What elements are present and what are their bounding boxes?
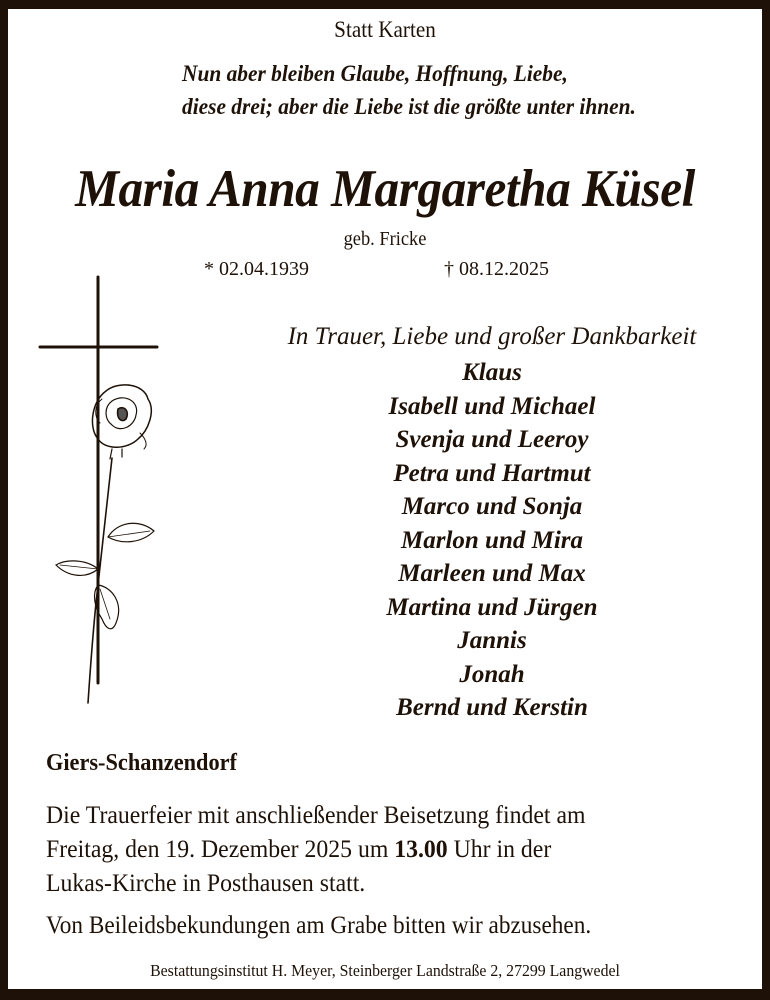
ceremony-date-text: Freitag, den 19. Dezember 2025 um bbox=[46, 836, 395, 863]
ceremony-details bbox=[46, 799, 730, 901]
condolence-note: Von Beileidsbekundungen am Grabe bitten wir abzusehen. bbox=[46, 912, 592, 939]
obituary-card bbox=[8, 9, 762, 989]
deceased-name: Maria Anna Margaretha Küsel bbox=[75, 160, 695, 218]
ceremony-line-3: Lukas-Kirche in Posthausen statt. bbox=[46, 870, 366, 897]
death-date: † 08.12.2025 bbox=[444, 258, 549, 280]
mourner-name: Marco und Sonja bbox=[401, 493, 583, 520]
mourner-name: Klaus bbox=[462, 359, 522, 386]
mourner-name: Petra und Hartmut bbox=[393, 459, 591, 487]
place-name: Giers-Schanzendorf bbox=[46, 750, 237, 776]
mourner-name: Marleen und Max bbox=[398, 560, 586, 587]
mourner-name: Marlon und Mira bbox=[400, 526, 584, 554]
maiden-name: geb. Fricke bbox=[343, 228, 427, 250]
bible-verse-line-2: diese drei; aber die Liebe ist die größte unter ihnen. bbox=[182, 94, 636, 119]
mourners-list bbox=[242, 356, 742, 725]
funeral-home-footer: Bestattungsinstitut H. Meyer, Steinberger Landstraße 2, 27299 Langwedel bbox=[150, 961, 620, 980]
ceremony-time-suffix: Uhr in der bbox=[447, 836, 552, 863]
bible-verse-line-1: Nun aber bleiben Glaube, Hoffnung, Liebe, bbox=[182, 61, 568, 86]
mourner-name: Isabell und Michael bbox=[388, 392, 596, 420]
mourner-name: Jonah bbox=[459, 660, 525, 688]
intro-text: Statt Karten bbox=[334, 17, 436, 42]
mourner-name: Jannis bbox=[457, 627, 527, 654]
birth-date: * 02.04.1939 bbox=[204, 258, 309, 280]
mourner-name: Svenja und Leeroy bbox=[395, 426, 589, 453]
ceremony-line-1: Die Trauerfeier mit anschließender Beisetzung findet am bbox=[46, 802, 586, 829]
cross-with-rose-icon bbox=[36, 273, 166, 713]
mourner-name: Bernd und Kerstin bbox=[396, 694, 588, 721]
mourner-name: Martina und Jürgen bbox=[386, 593, 598, 621]
ceremony-line-2 bbox=[46, 833, 730, 867]
mourners-intro: In Trauer, Liebe und großer Dankbarkeit bbox=[287, 323, 697, 350]
ceremony-time: 13.00 bbox=[394, 836, 448, 863]
